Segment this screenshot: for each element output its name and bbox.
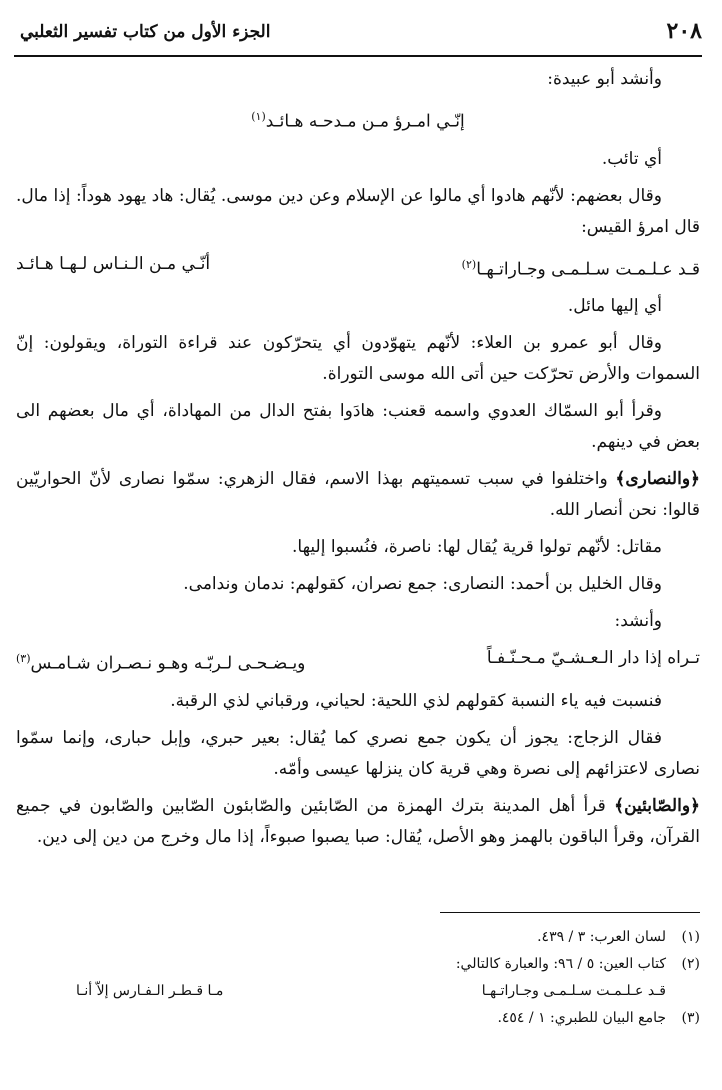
footnote-divider [440,912,700,913]
footnote-ref-2: (٢) [461,257,477,271]
verse-2 [16,249,700,286]
footnote-2-number: (٢) [681,956,700,972]
verse-1 [16,101,700,138]
verse-2-first-hemistich [462,249,700,286]
footnote-1-number: (١) [681,929,700,945]
verse-3-second-hemistich [16,643,305,680]
verse-2a-text: قـد عـلـمـت سـلـمـى وجـاراتـهـا [476,259,700,280]
paragraph-3: وقال بعضهم: لأنّهم هادوا أي مالوا عن الإسلام وعن دين موسى. يُقال: هاد يهود هوداً: إذا مال. قال امرؤ القيس: [16,185,700,237]
paragraph-4: أي إليها مائل. [567,296,662,317]
paragraph-7-text: واختلفوا في سبب تسميتهم بهذا الاسم، فقال الزهري: سمّوا نصارى لأنّ الحواريّين قالوا: نحن أنصار الله. [16,469,700,521]
footnote-3 [16,1005,700,1032]
verse-2-second-hemistich: أنّـي مـن الـنـاس لـهـا هـائـد [16,253,211,274]
footnote-2-second-hemistich: مـا قـطـر الـفـارس إلاّ أنـا [76,983,224,999]
paragraph-11: فنسبت فيه ياء النسبة كقولهم لذي اللحية: لحياني، ورقباني لذي الرقبة. [170,690,662,711]
header-divider [14,55,702,57]
footnote-2-text: كتاب العين: ٥ / ٩٦: والعبارة كالتالي: [455,956,666,972]
footnote-ref-3: (٣) [16,652,31,666]
footnote-2-verse [16,978,700,1005]
verse-3 [16,643,700,680]
paragraph-7 [16,464,700,526]
footnote-2 [16,951,700,978]
verse-3-first-hemistich: تـراه إذا دار الـعـشـيّ مـحـنّـفـاً [486,648,700,669]
paragraph-1: وأنشد أبو عبيدة: [547,69,662,89]
verse-1-text: إنّـي امـرؤ مـن مـدحـه هـائـد [265,111,465,132]
footnote-2-first-hemistich: قـد عـلـمـت سـلـمـى وجـاراتـهـا [481,983,666,999]
paragraph-13 [16,791,700,853]
running-title: الجزء الأول من كتاب تفسير الثعلبي [20,22,271,42]
quran-term-nasara: ﴿والنصارى﴾ [615,469,700,490]
quran-term-sabiin: ﴿والصّابئين﴾ [614,795,700,816]
page-number: ٢٠٨ [666,18,702,44]
footnote-3-text: جامع البيان للطبري: ١ / ٤٥٤. [497,1010,666,1026]
paragraph-13-text: قرأ أهل المدينة بترك الهمزة من الصّابئين والصّابئون الصّابين والصّابون في جميع القرآن، وقرأ الباقون بالهمز وهو الأصل، يُقال: صبا يصبوا صبوءاً، إذا مال وخرج من دين إلى دين. [16,795,700,847]
paragraph-12: فقال الزجاج: يجوز أن يكون جمع نصري كما يُقال: بعير حبري، وإبل حبارى، وإنما سمّوا نصارى لاعتزائهم إلى نصرة وهي قرية كان ينزلها عيسى وأمّه. [16,727,700,779]
paragraph-8: مقاتل: لأنّهم تولوا قرية يُقال لها: ناصرة، فنُسبوا إليها. [292,537,662,558]
footnote-3-number: (٣) [681,1010,700,1026]
footnote-ref-1: (١) [251,110,266,123]
paragraph-5: وقال أبو عمرو بن العلاء: لأنّهم يتهوّدون أي يتحرّكون عند قراءة التوراة، ويقولون: إنّ السموات والأرض تحرّكت حين أتى الله موسى التوراة. [16,333,700,385]
page-header [14,18,702,48]
paragraph-9: وقال الخليل بن أحمد: النصارى: جمع نصران، كقولهم: ندمان وندامى. [183,574,662,595]
paragraph-10: وأنشد: [614,611,662,632]
paragraph-2: أي تائب. [601,148,662,169]
paragraph-6: وقرأ أبو السمّاك العدوي واسمه قعنب: هادَوا بفتح الدال من المهاداة، أي مال بعضهم الى بعض في دينهم. [16,401,700,453]
footnotes [16,924,700,1032]
verse-3b-text: ويـضـحـى لـربّـه وهـو نـصـران شـامـس [30,653,306,674]
footnote-1 [16,924,700,951]
footnote-1-text: لسان العرب: ٣ / ٤٣٩. [537,929,666,945]
main-text [16,64,700,859]
